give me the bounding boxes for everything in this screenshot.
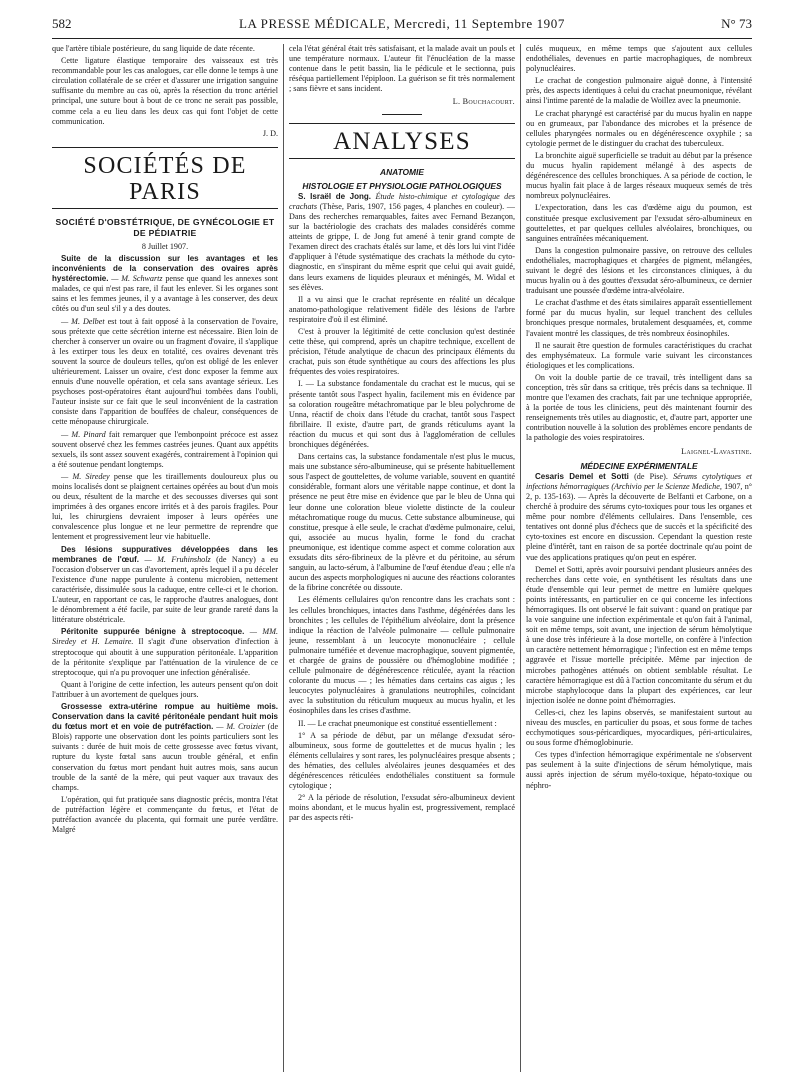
column-divider	[283, 44, 284, 1072]
column-middle	[289, 44, 515, 1072]
paragraph: Cette ligature élastique temporaire des vaisseaux est très recommandable pour les cas analogues, car elle donne le temps à une circulation collatérale de se créer et d'assurer une irrigation sanguine suffisante du membre au cas où, après la résection du tronc artériel principal, une suture bout à bout de ce tronc ne serait pas possible, comme cela a eu lieu dans les deux cas qui font l'objet de cette communication.	[52, 56, 278, 126]
paragraph: Grossesse extra-utérine rompue au huitième mois. Conservation dans la cavité péritonéale pendant huit mois du fœtus mort et en voie de putréfaction. — M. Croizier (de Blois) rapporte une observation dont les points particuliers sont les suivants : durée de huit mois de cette grossesse avec fœtus vivant, rupture du kyste fœtal sans aucun trouble général, et enfin conservation du fœtus mort pendant huit autres mois, sans aucun trouble de la santé de la mère, qui peut vaquer aux travaux des champs.	[52, 701, 278, 792]
signature: J. D.	[262, 128, 278, 138]
signature: Laignel-Lavastine.	[681, 446, 752, 456]
paragraph: I. — La substance fondamentale du crachat est le mucus, qui se présente tantôt sous l'aspect hyalin, facilement mis en évidence par sa coloration rougeâtre métachromatique par le bleu polychrome de Unna, réactif de choix dans l'étude du crachat, tantôt sous l'aspect fibrillaire. Il existe, d'autre part, de grands réticulums ayant la réaction du mucus et qui sont dus à l'agglomération de cellules bronchiques dégénérées.	[289, 379, 515, 449]
paragraph: cela l'état général était très satisfaisant, et la malade avait un pouls et une température normaux. L'auteur fit l'énucléation de la masse contenue dans le petit bassin, lia le pédicule et le sectionna, puis réséqua partiellement l'épiploon. La guérison se fit très normalement ; sans fièvre et sans incident.	[289, 44, 515, 94]
paragraph: Il ne saurait être question de formules caractéristiques du crachat des emphysémateux. La formule varie suivant les circonstances étiologiques et les complications.	[526, 340, 752, 370]
paragraph: Ces types d'infection hémorragique expérimentale ne s'observent pas seulement à la suite d'injections de sérum hémolytique, mais aussi après injection de sérum myélo-toxique, hépato-toxique ou néphro-	[526, 750, 752, 790]
paragraph: Il a vu ainsi que le crachat représente en réalité un décalque anatomo-pathologique relativement fidèle des lésions de l'arbre respiratoire d'où il est éliminé.	[289, 294, 515, 324]
paragraph: S. Israël de Jong. Étude histo-chimique et cytologique des crachats (Thèse, Paris, 1907, 156 pages, 4 planches en couleur). — Dans des recherches remarquables, faites avec Fernand Bezançon, sur la bactériologie des crachats des malades considérés comme atteints de grippe, I. de Jong fut amené à tenir grand compte de l'examen direct des crachats étalés sur lame, et dès lors lui vint l'idée d'appliquer à l'étude systématique des crachats la méthode du cyto-diagnostic, en s'inspirant du même esprit que celui qui avait guidé, dans leurs examens de liquides pleuraux et méningés, M. Widal et ses élèves.	[289, 191, 515, 292]
paragraph: La bronchite aiguë superficielle se traduit au début par la présence du mucus hyalin rapidement mélangé à des aspects de dégénérescence des cellules bronchiques. A sa période de coction, le mucus hyalin fait place à de larges réseaux muqueux semés de très nombreux polynucléaires.	[526, 150, 752, 201]
issue-number: N° 73	[721, 16, 752, 31]
paragraph: L'expectoration, dans les cas d'œdème aigu du poumon, est constituée presque exclusivement par l'exsudat séro-albumineux en gouttelettes, et par quelques cellules alvéolaires, bronchiques, ou sanguines entraînées mécaniquement.	[526, 203, 752, 243]
paragraph: C'est à prouver la légitimité de cette conclusion qu'est destinée cette thèse, qui comprend, après un chapitre technique, excellent de précision, l'étude analytique de chacun des principaux éléments du crachat, puis son étude synthétique au cours des affections les plus fréquentes des voies respiratoires.	[289, 326, 515, 377]
paragraph: Les éléments cellulaires qu'on rencontre dans les crachats sont : les cellules bronchiques, intactes dans l'asthme, dégénérées dans les bronchites ; les cellules de l'épithélium alvéolaire, dont la présence indique la réaction de l'alvéole pulmonaire — cellule pulmonaire jeune, ressemblant à un leucocyte mononucléaire ; cellule pulmonaire tuméfiée et devenue macrophagique, souvent pigmentée, et chargée de grains de poussière ou d'hémoglobine modifiée ; cellule pulmonaire de dégénérescence réticulée, ayant la réaction colorante du mucus — ; les hématies dans certains cas aigus ; les leucocytes polynucléaires à granulations neutrophiles, coïncidant avec la substitution du réticulum muqueux au mucus hyalin, et les éosinophiles dans les crises d'asthme.	[289, 595, 515, 716]
paragraph: — M. Delbet est tout à fait opposé à la conservation de l'ovaire, sous prétexte que cette sécrétion interne est nécessaire. Bien loin de chercher à conserver un ovaire ou un fragment d'ovaire, il s'applique à les extirper tous les deux en totalité, ces ovaires devenant très souvent la source de douleurs telles, qu'on est obligé de les enlever ultérieurement. Laisser un ovaire, c'est donc exposer la femme aux ennuis d'une nouvelle opération, et cela sans avantage sérieux. Les psychoses post-opératoires étant aujourd'hui tombées dans l'oubli, l'auteur insiste sur ce fait que le seul inconvénient de la castration consiste dans l'apparition de bouffées de chaleur, conséquences de cette ménopause chirurgicale.	[52, 316, 278, 427]
paragraph: On voit la double partie de ce travail, très intelligent dans sa conception, très sûr dans sa critique, très précis dans sa technique. Il montre que l'examen des crachats, fait par une technique appropriée, à la portée de tous les cliniciens, peut dès maintenant fournir des renseignements très utiles au diagnostic, et, d'autre part, apporter une contribution nouvelle à la solution des problèmes encore pendants de la pathologie des voies respiratoires.	[526, 372, 752, 443]
signature: L. Bouchacourt.	[452, 97, 515, 107]
section-banner: SOCIÉTÉS DE PARIS	[52, 147, 278, 209]
paragraph: — M. Siredey pense que les tiraillements douloureux plus ou moins localisés dont se plaignent certaines opérées au bout d'un mois ou deux, résultent de la marche et des secousses diverses qui sont imprimées à des organes encore irrités et à des parois fragiles. Pour lui, les chirurgiens devraient imposer à leurs opérées une convalescence plus longue et ne leur permettre de reprendre que lentement et progressivement leur vie habituelle.	[52, 471, 278, 542]
rubric-subtitle: HISTOLOGIE ET PHYSIOLOGIE PATHOLOGIQUES	[302, 180, 502, 191]
page-number: 582	[52, 16, 72, 31]
journal-title: LA PRESSE MÉDICALE, Mercredi, 11 Septembre 1907	[239, 16, 565, 31]
paragraph: Dans certains cas, la substance fondamentale n'est plus le mucus, mais une substance séro-albumineuse, qui se présente habituellement sous l'aspect de gouttelettes, de volume variable, souvent en quantité considérable, formant alors une véritable nappe continue, et dont la présence ne peut être mise en évidence que par le bleu de Unna qui leur donne une coloration bleue violette distincte de la couleur métachromatique rouge du mucus. Cette substance albumineuse, qui constitue, presque à elle seule, le crachat d'œdème pulmonaire, celui, qui, associée au mucus hyalin, forme le fond du crachat pneumonique, est identique comme aspect et comme coloration aux exsudats dits séro-fibrineux de la plèvre et du péritoine, au sérum sanguin, au lacto-sérum, à l'albumine de l'œuf étendue d'eau ; elle n'a aucun des aspects morphologiques ni aucune des réactions colorantes de la fibrine concrétée ou dissoute.	[289, 452, 515, 593]
rubric-title: ANATOMIE	[380, 166, 424, 177]
column-right	[526, 44, 752, 1072]
paragraph: L'opération, qui fut pratiquée sans diagnostic précis, montra l'état de putréfaction légère et commençante du fœtus, et l'état de putréfaction avancée du placenta, qui formait une purée verdâtre. Malgré	[52, 794, 278, 835]
paragraph: — M. Pinard fait remarquer que l'embonpoint précoce est assez souvent observé chez les femmes castrées jeunes. Quant aux appétits sexuels, ils sont assez souvent exagérés, contrairement à l'opinion qui a été soutenue pendant longtemps.	[52, 429, 278, 469]
section-banner: ANALYSES	[289, 123, 515, 159]
session-date: 8 Juillet 1907.	[141, 241, 189, 251]
column-left	[52, 44, 278, 1072]
paragraph: Suite de la discussion sur les avantages et les inconvénients de la conservation des ovaires après hystérectomie. — M. Schwartz pense que quand les annexes sont malades, ce qui n'est pas rare, il faut les enlever. Si les organes sont sains et les femmes jeunes, il y a avantage à les conserver, des deux côtés ou d'un seul s'il y a des doutes.	[52, 253, 278, 314]
paragraph: 2° A la période de résolution, l'exsudat séro-albumineux devient moins abondant, et le mucus hyalin est, progressivement, remplacé par des aspects réti-	[289, 793, 515, 823]
paragraph: culés muqueux, en même temps que s'ajoutent aux cellules endothéliales, devenues en partie macrophagiques, de nombreux polynucléaires.	[526, 44, 752, 74]
paragraph: Dans la congestion pulmonaire passive, on retrouve des cellules endothéliales, macrophagiques et chargées de pigment, mélangées, suivant le degré des lésions et les circonstances cliniques, à du mucus hyalin ou à des gouttes d'exsudat séro-albumineux, ce dernier traduisant une poussée d'œdème intra-alvéolaire.	[526, 245, 752, 296]
paragraph: 1° A sa période de début, par un mélange d'exsudat séro-albumineux, sous forme de gouttelettes et de mucus hyalin ; les éléments cellulaires y sont rares, les polynucléaires presque absents ; des hématies, des cellules alvéolaires jeunes desquamées et des dégénérescences réticulées endothéliales constituent sa formule cytologique ;	[289, 730, 515, 791]
rubric-title: MÉDECINE EXPÉRIMENTALE	[580, 460, 698, 471]
society-title: SOCIÉTÉ D'OBSTÉTRIQUE, DE GYNÉCOLOGIE ET DE PÉDIATRIE	[55, 216, 275, 239]
paragraph: Quant à l'origine de cette infection, les auteurs pensent qu'on doit l'attribuer à un avortement de quelques jours.	[52, 679, 278, 699]
paragraph: Péritonite suppurée bénigne à streptocoque. — MM. Siredey et H. Lemaire. Il s'agit d'une observation d'infection à streptocoque qui aboutit à une suppuration péritonéale. L'apparition de la péritonite s'explique par l'atténuation de la virulence de ce streptocoque, qui n'a pu provoquer une infection généralisée.	[52, 627, 278, 677]
paragraph: Demel et Sotti, après avoir poursuivi pendant plusieurs années des recherches dans cette voie, en synthétisent les résultats dans une étude d'ensemble qui leur permet de mettre en lumière quelques points intéressants, en particulier en ce qui concerne les infections hémorragiques. Ils ont observé le fait suivant : quand on pratique par la voie sanguine une infection expérimentale et qu'on fait à l'animal, soit en même temps, soit avant, une injection de sérum hémolytique à une dose très inférieure à la dose mortelle, on confère à l'infection un caractère nettement hémorragique ; l'infection est en même temps aggravée et l'issue mortelle précipitée. Même par injection de microbes pathogènes atténués on obtient semblable résultat. Le caractère hémorragique est dû à l'action concomitante du sérum et du microbe staphylocoque dans la plupart des expériences, car leur injection isolée ne donne point d'hémorragies.	[526, 564, 752, 705]
paragraph: Cesaris Demel et Sotti (de Pise). Sérums cytolytiques et infections hémorragiques (Archivio per le Scienze Mediche, 1907, n° 2, p. 135-163). — Après la découverte de Belfanti et Carbone, on a cherché à produire des sérums cyto-toxiques pour tous les organes et même pour nombre d'éléments cellulaires. Dans l'ensemble, ces tentatives ont donné plus d'échecs que de succès et la spécificité des cyto-toxines est encore en discussion. Cependant la question reste pleine d'intérêt, tant en raison de sa portée doctrinale qu'au point de vue des applications pratiques qu'on peut en espérer.	[526, 471, 752, 562]
paragraph: Le crachat de congestion pulmonaire aiguë donne, à l'intensité près, des aspects identiques à celui du crachat pneumonique, révélant ainsi l'intime parenté de la maladie de Woillez avec la pneumonie.	[526, 76, 752, 106]
paragraph: II. — Le crachat pneumonique est constitué essentiellement :	[298, 718, 497, 728]
paragraph: que l'artère tibiale postérieure, du sang liquide de date récente.	[52, 44, 255, 53]
separator	[382, 114, 422, 115]
page-header	[52, 16, 752, 34]
header-rule	[52, 38, 752, 39]
paragraph: Le crachat d'asthme et des états similaires apparaît essentiellement formé par du mucus hyalin, sur lequel tranchent des cellules bronchiques presque normales, brutalement desquamées, et, comme l'avaient montré les classiques, de très nombreux éosinophiles.	[526, 298, 752, 338]
paragraph: Des lésions suppuratives développées dans les membranes de l'œuf. — M. Fruhinsholz (de Nancy) a eu l'occasion d'observer un cas d'avortement, après lequel il a pu déceler l'existence d'une nappe purulente à contenu microbien, nettement caractérisée, dissimulée sous la caduque, entre celle-ci et le chorion. L'auteur, en rapportant ce cas, le rapproche d'autres analogues, dont le dénombrement a été facile, par suite de leur grande rareté dans la littérature obstétricale.	[52, 544, 278, 625]
paragraph: Celles-ci, chez les lapins observés, se manifestaient surtout au niveau des muscles, en particulier du psoas, et sous forme de taches ecchymotiques sous-péricardiques, myocardiques, péri-articulaires, ou sous forme d'hémoglobinurie.	[526, 707, 752, 748]
paragraph: Le crachat pharyngé est caractérisé par du mucus hyalin en nappe ou en grumeaux, par l'abondance des microbes et la présence de cellules pharyngées normales ou en dégénérescence oxyphile ; sa cytologie permet de le distinguer du crachat des tuberculeux.	[526, 108, 752, 148]
column-divider	[520, 44, 521, 1072]
